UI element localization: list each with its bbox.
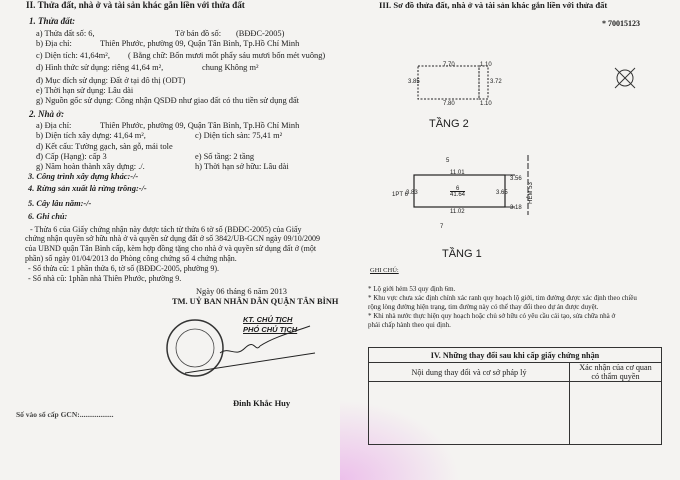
floor2-right-dim: 3.72 [490, 79, 502, 85]
changes-table-title: IV. Những thay đổi sau khi cấp giấy chứng nhận [369, 348, 662, 363]
land-address: Thiên Phước, phường 09, Quận Tân Bình, Tp.Hồ Chí Minh [100, 39, 300, 48]
diagram-note: phải chấp hành theo qui định. [368, 321, 451, 329]
usage-term: e) Thời hạn sử dụng: Lâu dài [36, 86, 134, 95]
floor2-bottom-dim: 7.80 [443, 101, 455, 107]
floor1-right-dim: 3.65 [496, 190, 508, 196]
usage-form: d) Hình thức sử dụng: riêng 41,64 m², [36, 63, 164, 72]
floor-count: e) Số tầng: 2 tầng [195, 152, 255, 161]
note-line: - Số nhà cũ: 1phần nhà Thiên Phước, phường 9. [28, 274, 182, 283]
floor1-bottom-dim: 11.02 [450, 209, 465, 215]
house-address-label: a) Địa chỉ: [36, 121, 72, 130]
parcel-number: a) Thửa đất số: 6, [36, 29, 95, 38]
section-ii-title: II. Thửa đất, nhà ở và tài sản khác gắn liền với thửa đất [26, 0, 245, 10]
floor2-left-dim: 3.85 [408, 79, 420, 85]
floor2-label: TẦNG 2 [429, 118, 469, 130]
signer-title: PHÓ CHỦ TỊCH [243, 325, 298, 334]
house-grade: đ) Cấp (Hạng): cấp 3 [36, 152, 107, 161]
usage-origin: g) Nguồn gốc sử dụng: Công nhận QSDĐ như giao đất có thu tiền sử dụng đất [36, 96, 299, 105]
floor1-right-top-dim: 3.56 [510, 176, 522, 182]
floor1-top-dim: 11.01 [450, 170, 465, 176]
floor2-bottom-right-dim: 1.10 [480, 101, 492, 107]
signer-title-kt: KT. CHỦ TỊCH [243, 315, 293, 324]
usage-common: chung Không m² [202, 63, 259, 72]
parcel-label: 6 [456, 186, 460, 192]
changes-table [368, 347, 662, 445]
ownership-term: h) Thời hạn sở hữu: Lâu dài [195, 162, 289, 171]
perennial-trees: 5. Cây lâu năm:-/- [28, 199, 92, 208]
floor2-top-right-dim: 1.10 [480, 62, 492, 68]
neighbor-west: 1PT 6 [392, 192, 408, 198]
land-heading: 1. Thửa đất: [29, 16, 76, 26]
column-header-confirmation: Xác nhận của cơ quan có thẩm quyền [570, 363, 662, 382]
floor-area: c) Diện tích sàn: 75,41 m² [195, 131, 283, 140]
land-area: c) Diện tích: 41,64m², [36, 51, 110, 60]
floor1-left-dim: 3.83 [406, 190, 418, 196]
certificate-serial: * 70015123 [602, 19, 640, 28]
note-line: của UBND quận Tân Bình cấp, kèm hợp đồng tặng cho nhà ở và quyền sử dụng đất ở (một [25, 244, 317, 253]
issuing-authority: TM. UỶ BAN NHÂN DÂN QUẬN TÂN BÌNH [172, 297, 339, 306]
house-address: Thiên Phước, phường 09, Quận Tân Bình, Tp.Hồ Chí Minh [100, 121, 300, 130]
neighbor-south: 7 [440, 224, 444, 230]
diagram-notes-title: GHI CHÚ: [370, 267, 399, 274]
registry-number: Số vào sổ cấp GCN:.................. [16, 410, 114, 419]
compass-icon [615, 68, 635, 88]
land-area-words: ( Bằng chữ: Bốn mươi mốt phẩy sáu mươi bốn mét vuông) [128, 51, 326, 60]
completion-year: g) Năm hoàn thành xây dựng: ./. [36, 162, 145, 171]
changes-content-cell [369, 382, 570, 445]
issue-date: Ngày 06 tháng 6 năm 2013 [196, 287, 287, 296]
production-forest: 4. Rừng sản xuất là rừng trồng:-/- [28, 184, 147, 193]
house-heading: 2. Nhà ở: [29, 109, 65, 119]
notes-heading: 6. Ghi chú: [28, 212, 68, 221]
note-line: - Thửa 6 của Giấy chứng nhận này được tách từ thửa 6 tờ số (BĐĐC-2005) của Giấy [30, 225, 302, 234]
note-line: - Số thửa cũ: 1 phần thửa 6, tờ số (BĐĐC-2005, phường 9). [28, 264, 220, 273]
construction-area: b) Diện tích xây dựng: 41,64 m², [36, 131, 146, 140]
floor1-label: TẦNG 1 [442, 248, 482, 260]
neighbor-north: 5 [446, 158, 450, 164]
land-address-label: b) Địa chỉ: [36, 39, 72, 48]
diagram-note: * Lộ giới hẻm 53 quy định 6m. [368, 285, 456, 293]
official-seal-signature [160, 318, 320, 378]
map-sheet-value: (BĐĐC-2005) [236, 29, 285, 38]
diagram-note: rộng lòng đường hiện trạng, tim đường này có thể thay đổi theo dự án được duyệt. [368, 303, 599, 311]
note-line: phần) số ngày 01/04/2013 do Phòng công chứng số 4 chứng nhận. [25, 254, 237, 263]
diagram-note: * Khi nhà nước thực hiện quy hoạch hoặc chủ sở hữu có yêu cầu cải tạo, sửa chữa nhà ở [368, 312, 616, 320]
section-iii-title: III. Sơ đồ thửa đất, nhà ở và tài sản khác gắn liền với thửa đất [379, 0, 608, 10]
diagram-note: * Khu vực chưa xác định chính xác ranh quy hoạch lộ giới, tim đường được xác định theo chiều [368, 294, 637, 302]
parcel-area-label: 41.64 [450, 192, 466, 198]
floor2-top-dim: 7.70 [443, 62, 455, 68]
map-sheet-label: Tờ bản đồ số: [175, 29, 222, 38]
road-label: HẺM 53 [527, 182, 534, 204]
column-header-content: Nội dung thay đổi và cơ sở pháp lý [369, 363, 570, 382]
signer-name: Đinh Khắc Huy [233, 398, 291, 408]
usage-purpose: đ) Mục đích sử dụng: Đất ở tại đô thị (ODT) [36, 76, 186, 85]
other-works: 3. Công trình xây dựng khác:-/- [28, 172, 139, 181]
floor1-right-bottom-dim: 3.18 [510, 205, 522, 211]
changes-confirmation-cell [570, 382, 662, 445]
structure: d) Kết cấu: Tường gạch, sàn gỗ, mái tole [36, 142, 173, 151]
note-line: chứng nhận quyền sở hữu nhà ở và quyền sử dụng đất ở số 3842/UB-GCN ngày 09/10/2009 [25, 234, 321, 243]
